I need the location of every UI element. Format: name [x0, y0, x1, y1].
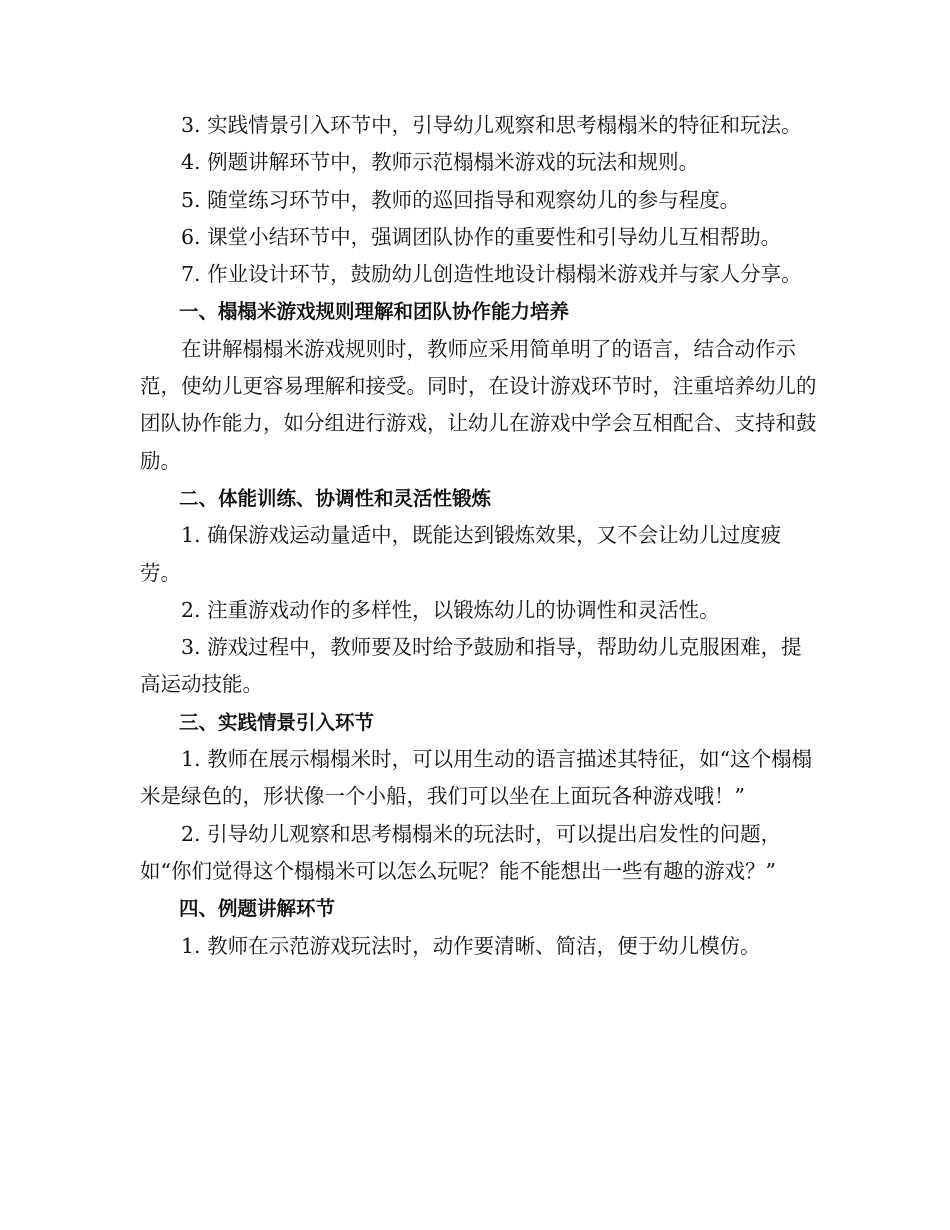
list-item — [140, 256, 820, 293]
list-item-text: 作业设计环节，鼓励幼儿创造性地设计榻榻米游戏并与家人分享。 — [207, 262, 802, 287]
list-number: 1. — [181, 523, 201, 548]
list-number: 2. — [181, 821, 201, 846]
list-item — [140, 816, 820, 891]
list-number: 6. — [181, 224, 201, 249]
document-body — [140, 107, 820, 965]
list-item — [140, 928, 820, 965]
list-item-text: 教师在示范游戏玩法时，动作要清晰、简洁，便于幼儿模仿。 — [207, 933, 761, 958]
list-item — [140, 592, 820, 629]
section-heading: 三、实践情景引入环节 — [179, 710, 375, 734]
section-heading: 四、例题讲解环节 — [179, 897, 336, 921]
list-item — [140, 182, 820, 219]
list-item — [140, 107, 820, 144]
list-item — [140, 741, 820, 816]
list-item-text: 确保游戏运动量适中，既能达到锻炼效果，又不会让幼儿过度疲劳。 — [140, 523, 782, 585]
list-number: 4. — [181, 150, 201, 175]
list-number: 3. — [181, 635, 201, 660]
section-heading: 一、榻榻米游戏规则理解和团队协作能力培养 — [179, 300, 570, 324]
list-item — [140, 219, 820, 256]
list-number: 7. — [181, 262, 201, 287]
list-item-text: 实践情景引入环节中，引导幼儿观察和思考榻榻米的特征和玩法。 — [207, 113, 802, 137]
list-item-text: 随堂练习环节中，教师的巡回指导和观察幼儿的参与程度。 — [207, 187, 741, 212]
list-item — [140, 517, 820, 592]
list-item-text: 例题讲解环节中，教师示范榻榻米游戏的玩法和规则。 — [207, 150, 700, 175]
list-item — [140, 144, 820, 181]
body-paragraph: 在讲解榻榻米游戏规则时，教师应采用简单明了的语言，结合动作示范，使幼儿更容易理解和接受。同时，在设计游戏环节时，注重培养幼儿的团队协作能力，如分组进行游戏，让幼儿在游戏中学会互相配合、支持和鼓励。 — [140, 336, 817, 473]
list-item-text: 引导幼儿观察和思考榻榻米的玩法时，可以提出启发性的问题，如“你们觉得这个榻榻米可以怎么玩呢？能不能想出一些有趣的游戏？” — [140, 821, 782, 883]
list-number: 3. — [181, 113, 201, 137]
list-item-text: 课堂小结环节中，强调团队协作的重要性和引导幼儿互相帮助。 — [207, 224, 782, 249]
list-number: 5. — [181, 187, 201, 212]
list-item-text: 游戏过程中，教师要及时给予鼓励和指导，帮助幼儿克服困难，提高运动技能。 — [140, 635, 802, 697]
list-item-text: 教师在展示榻榻米时，可以用生动的语言描述其特征，如“这个榻榻米是绿色的，形状像一个小船，我们可以坐在上面玩各种游戏哦！” — [140, 747, 813, 809]
list-item — [140, 629, 820, 704]
list-number: 2. — [181, 597, 201, 622]
list-number: 1. — [181, 747, 201, 772]
list-item-text: 注重游戏动作的多样性，以锻炼幼儿的协调性和灵活性。 — [207, 597, 720, 622]
section-heading: 二、体能训练、协调性和灵活性锻炼 — [179, 486, 492, 510]
list-number: 1. — [181, 933, 201, 958]
